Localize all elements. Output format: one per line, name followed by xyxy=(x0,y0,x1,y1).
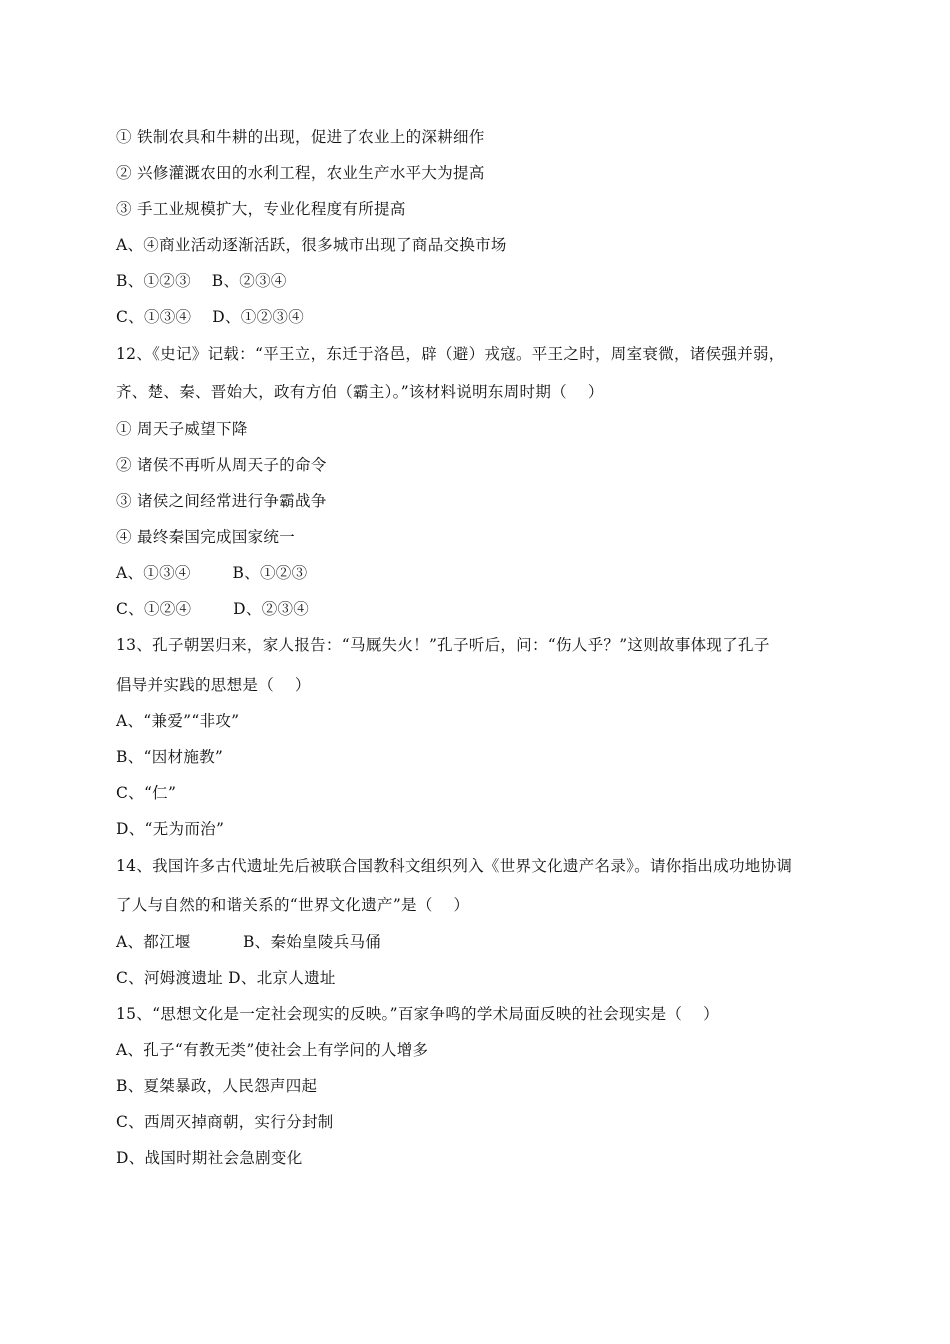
question-14-line-2: 了人与自然的和谐关系的“世界文化遗产”是（ ） xyxy=(116,896,470,914)
option-3-handicraft: ③ 手工业规模扩大，专业化程度有所提高 xyxy=(116,200,406,218)
q13-option-b: B、“因材施教” xyxy=(116,748,224,766)
q12-statement-4: ④ 最终秦国完成国家统一 xyxy=(116,528,296,546)
q15-option-a: A、孔子“有教无类”使社会上有学问的人增多 xyxy=(116,1041,429,1059)
question-13-line-1: 13、孔子朝罢归来，家人报告：“马厩失火！”孔子听后，问：“伤人乎？”这则故事体现了孔子 xyxy=(116,636,770,654)
answer-a-commerce: A、④商业活动逐渐活跃，很多城市出现了商品交换市场 xyxy=(116,236,507,254)
question-15: 15、“思想文化是一定社会现实的反映。”百家争鸣的学术局面反映的社会现实是（ ） xyxy=(116,1005,719,1023)
q13-option-a: A、“兼爱”“非攻” xyxy=(116,712,240,730)
question-14-line-1: 14、我国许多古代遗址先后被联合国教科文组织列入《世界文化遗产名录》。请你指出成功地协调 xyxy=(116,857,793,875)
q12-statement-3: ③ 诸侯之间经常进行争霸战争 xyxy=(116,492,327,510)
q13-option-c: C、“仁” xyxy=(116,784,177,802)
q14-options-c-d: C、河姆渡遗址 D、北京人遗址 xyxy=(116,969,336,987)
q15-option-d: D、战国时期社会急剧变化 xyxy=(116,1149,303,1167)
answer-c-d-line: C、①③④ D、①②③④ xyxy=(116,308,304,326)
q12-statement-2: ② 诸侯不再听从周天子的命令 xyxy=(116,456,327,474)
question-12-line-2: 齐、楚、秦、晋始大，政有方伯（霸主）。”该材料说明东周时期（ ） xyxy=(116,383,604,401)
q15-option-b: B、夏桀暴政，人民怨声四起 xyxy=(116,1077,318,1095)
question-13-line-2: 倡导并实践的思想是（ ） xyxy=(116,676,311,694)
option-2-irrigation: ② 兴修灌溉农田的水利工程，农业生产水平大为提高 xyxy=(116,164,485,182)
q13-option-d: D、“无为而治” xyxy=(116,820,225,838)
q12-statement-1: ① 周天子威望下降 xyxy=(116,420,248,438)
q12-options-c-d: C、①②④ D、②③④ xyxy=(116,600,310,618)
answer-b-line: B、①②③ B、②③④ xyxy=(116,272,287,290)
q15-option-c: C、西周灭掉商朝，实行分封制 xyxy=(116,1113,334,1131)
q12-options-a-b: A、①③④ B、①②③ xyxy=(116,564,308,582)
option-1-iron-tools: ① 铁制农具和牛耕的出现，促进了农业上的深耕细作 xyxy=(116,128,485,146)
q14-options-a-b: A、都江堰 B、秦始皇陵兵马俑 xyxy=(116,933,382,951)
question-12-line-1: 12、《史记》记载：“平王立，东迁于洛邑，辟（避）戎寇。平王之时，周室衰微，诸侯强并弱， xyxy=(116,345,785,363)
